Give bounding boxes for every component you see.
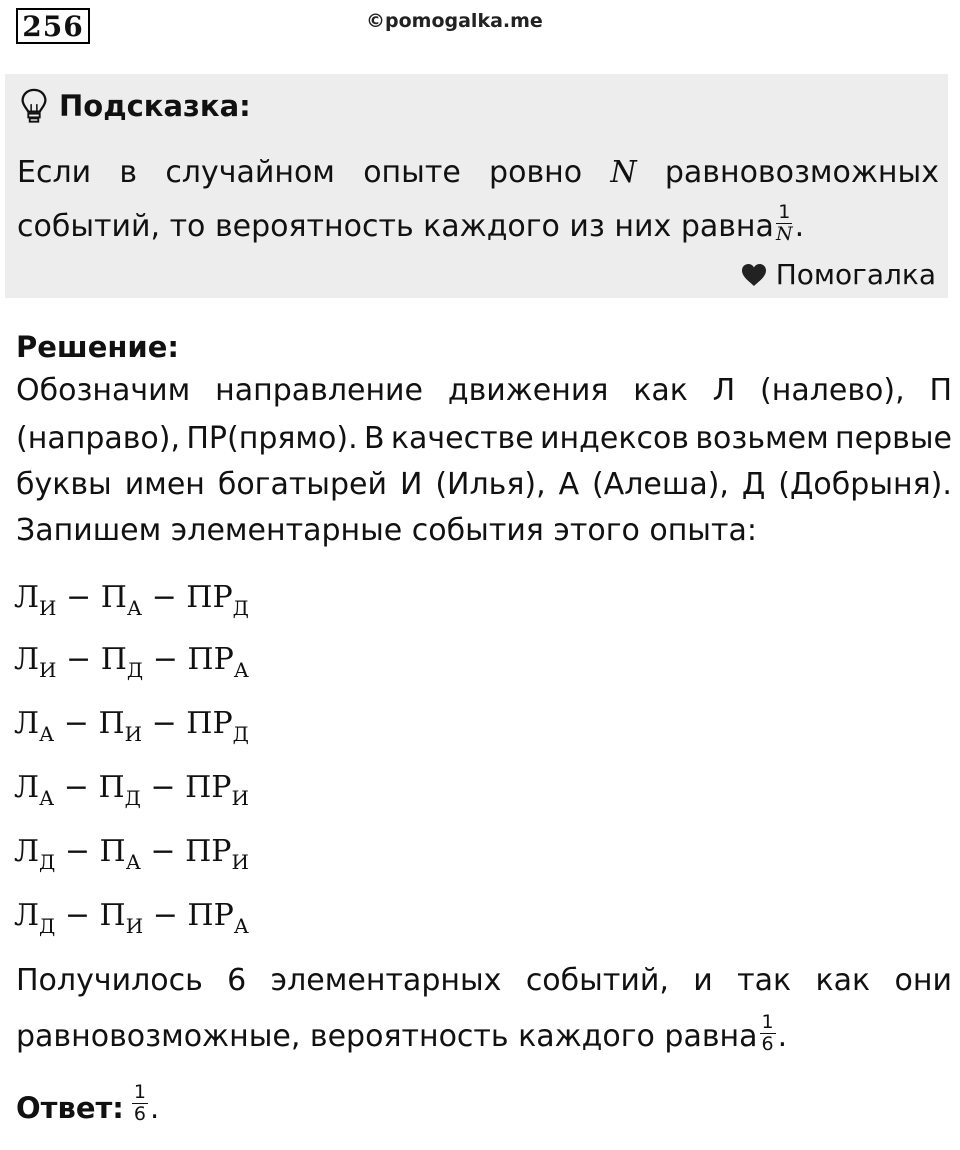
word: (Добрыня). — [778, 467, 952, 502]
answer-fraction — [132, 1082, 148, 1125]
word: (направо), — [16, 421, 181, 456]
hint-variable-n: N — [610, 155, 637, 190]
hint-word: опыте — [363, 155, 461, 190]
word: так — [737, 963, 792, 998]
word: возьмем — [695, 421, 829, 456]
word: направление — [215, 373, 424, 408]
watermark: ©pomogalka.me — [366, 10, 543, 32]
solution-line-3 — [16, 462, 952, 508]
hint-title: Подсказка: — [59, 89, 251, 123]
heart-icon — [740, 262, 768, 288]
hint-box — [5, 74, 948, 298]
hint-line-2 — [17, 201, 805, 249]
word: (Алеша), — [592, 467, 729, 502]
word: Д — [741, 467, 766, 502]
word: буквы — [16, 467, 112, 502]
hint-fraction — [776, 202, 793, 245]
conclusion-period: . — [777, 1019, 788, 1054]
word: как — [633, 373, 688, 408]
lightbulb-icon — [19, 87, 49, 125]
word: П — [929, 373, 952, 408]
solution-line-2 — [16, 416, 952, 462]
signature — [740, 258, 936, 291]
hint-text: событий, то вероятность каждого из них равна — [17, 209, 774, 244]
word: Л — [712, 373, 736, 408]
hint-word: Если — [17, 155, 92, 190]
fraction-numerator: 1 — [778, 201, 791, 223]
hint-line-1 — [17, 152, 939, 194]
word: ПР(прямо). — [186, 421, 358, 456]
word: событий, — [525, 963, 669, 998]
word: элементарных — [270, 963, 502, 998]
word: (Илья), — [435, 467, 546, 502]
conclusion-fraction — [760, 1012, 776, 1055]
fraction-denominator: 6 — [761, 1033, 774, 1055]
solution-line-4: Запишем элементарные события этого опыта: — [16, 513, 757, 548]
answer-label: Ответ: — [16, 1090, 124, 1125]
solution-title: Решение: — [16, 330, 180, 364]
fraction-numerator: 1 — [133, 1081, 146, 1103]
word: Получилось — [16, 963, 203, 998]
word: качестве — [390, 421, 534, 456]
event-row: $Л_И - П_Д - ПР_А$ — [14, 642, 249, 682]
hint-word: ровно — [489, 155, 583, 190]
word: они — [894, 963, 952, 998]
word: Обозначим — [16, 373, 191, 408]
fraction-numerator: 1 — [761, 1011, 774, 1033]
signature-text: Помогалка — [775, 258, 936, 291]
hint-header — [19, 88, 251, 124]
solution-line-1 — [16, 368, 952, 414]
hint-word: случайном — [165, 155, 335, 190]
hint-period: . — [794, 209, 805, 244]
word: индексов — [540, 421, 689, 456]
event-row: $Л_А - П_И - ПР_Д$ — [14, 706, 249, 746]
word: (налево), — [760, 373, 905, 408]
event-row: $Л_Д - П_А - ПР_И$ — [14, 834, 249, 874]
conclusion-line-2 — [16, 1011, 952, 1060]
event-row: $Л_А - П_Д - ПР_И$ — [14, 770, 249, 810]
answer-period: . — [149, 1090, 160, 1125]
fraction-denominator: 6 — [133, 1103, 146, 1125]
fraction-denominator: N — [775, 223, 793, 245]
hint-word: в — [119, 155, 138, 190]
word: имен — [124, 467, 205, 502]
word: и — [693, 963, 713, 998]
word: первые — [835, 421, 952, 456]
event-row: $Л_И - П_А - ПР_Д$ — [14, 580, 249, 620]
word: А — [558, 467, 580, 502]
word: И — [399, 467, 423, 502]
conclusion-line-1 — [16, 958, 952, 1004]
conclusion-text: равновозможные, вероятность каждого равна — [16, 1019, 758, 1054]
problem-number: 256 — [16, 8, 90, 44]
answer — [16, 1081, 160, 1129]
hint-word: равновозможных — [664, 155, 939, 190]
word: богатырей — [217, 467, 387, 502]
word: как — [815, 963, 871, 998]
word: 6 — [227, 963, 247, 998]
word: В — [363, 421, 385, 456]
event-row: $Л_Д - П_И - ПР_А$ — [14, 898, 249, 938]
word: движения — [447, 373, 609, 408]
